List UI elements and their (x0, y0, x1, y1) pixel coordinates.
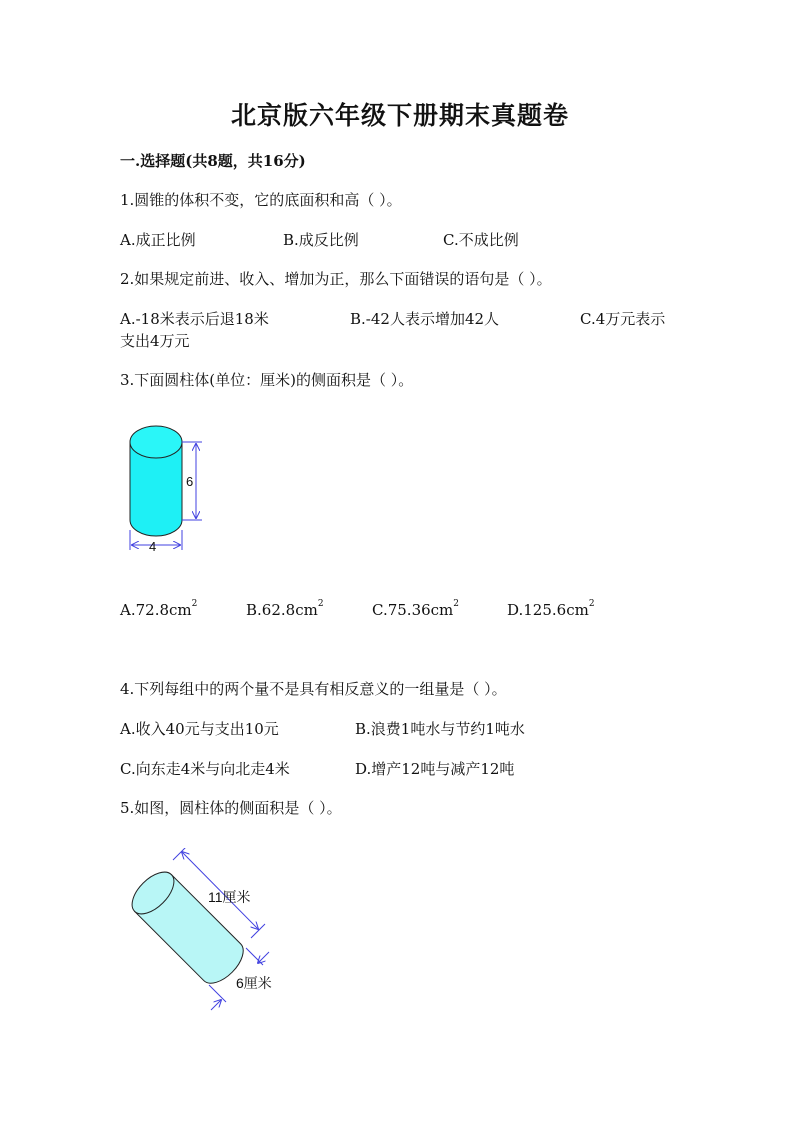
length-label: 11厘米 (208, 889, 251, 905)
q2-option-c-continued: 支出4万元 (120, 332, 190, 350)
q3-option-d[interactable] (507, 601, 595, 619)
section-heading: 一.选择题(共8题，共16分) (120, 152, 306, 170)
q4-option-d[interactable]: D.增产12吨与减产12吨 (355, 760, 515, 778)
q3-option-b-text: B.62.8cm (246, 601, 318, 619)
q1-option-c[interactable]: C.不成比例 (443, 231, 519, 249)
q2-option-c[interactable]: C.4万元表示 (580, 310, 666, 328)
question-3-stem: 3.下面圆柱体(单位：厘米)的侧面积是（ ）。 (120, 371, 414, 389)
q2-option-a[interactable]: A.-18米表示后退18米 (120, 310, 269, 328)
q3-option-b-sup: 2 (317, 599, 324, 609)
question-5-stem: 5.如图，圆柱体的侧面积是（ ）。 (120, 799, 342, 817)
q2-option-b[interactable]: B.-42人表示增加42人 (350, 310, 500, 328)
q3-option-c-text: C.75.36cm (372, 601, 454, 619)
q3-option-a-sup: 2 (191, 599, 198, 609)
q3-option-c-sup: 2 (453, 599, 460, 609)
q4-option-a[interactable]: A.收入40元与支出10元 (120, 720, 279, 738)
q3-option-d-text: D.125.6cm (507, 601, 589, 619)
tilted-cylinder-figure-q5 (118, 848, 298, 1018)
q1-option-a[interactable]: A.成正比例 (120, 231, 196, 249)
q1-option-b[interactable]: B.成反比例 (283, 231, 359, 249)
question-4-stem: 4.下列每组中的两个量不是具有相反意义的一组量是（ ）。 (120, 680, 507, 698)
q3-option-c[interactable] (372, 601, 459, 619)
q3-option-d-sup: 2 (588, 599, 595, 609)
diameter-label: 6厘米 (236, 975, 272, 991)
question-1-stem: 1.圆锥的体积不变，它的底面积和高（ ）。 (120, 191, 402, 209)
cylinder-top (130, 426, 182, 458)
width-label: 4 (149, 539, 157, 554)
diameter-dimension (211, 1000, 221, 1010)
q4-option-b[interactable]: B.浪费1吨水与节约1吨水 (355, 720, 525, 738)
page-title: 北京版六年级下册期末真题卷 (230, 101, 569, 130)
cylinder-figure-q3 (118, 418, 218, 558)
q3-option-a-text: A.72.8cm (120, 601, 192, 619)
q4-option-c[interactable]: C.向东走4米与向北走4米 (120, 760, 290, 778)
question-2-stem: 2.如果规定前进、收入、增加为正，那么下面错误的语句是（ ）。 (120, 270, 552, 288)
q3-option-a[interactable] (120, 601, 197, 619)
height-label: 6 (186, 474, 194, 489)
q3-option-b[interactable] (246, 601, 324, 619)
